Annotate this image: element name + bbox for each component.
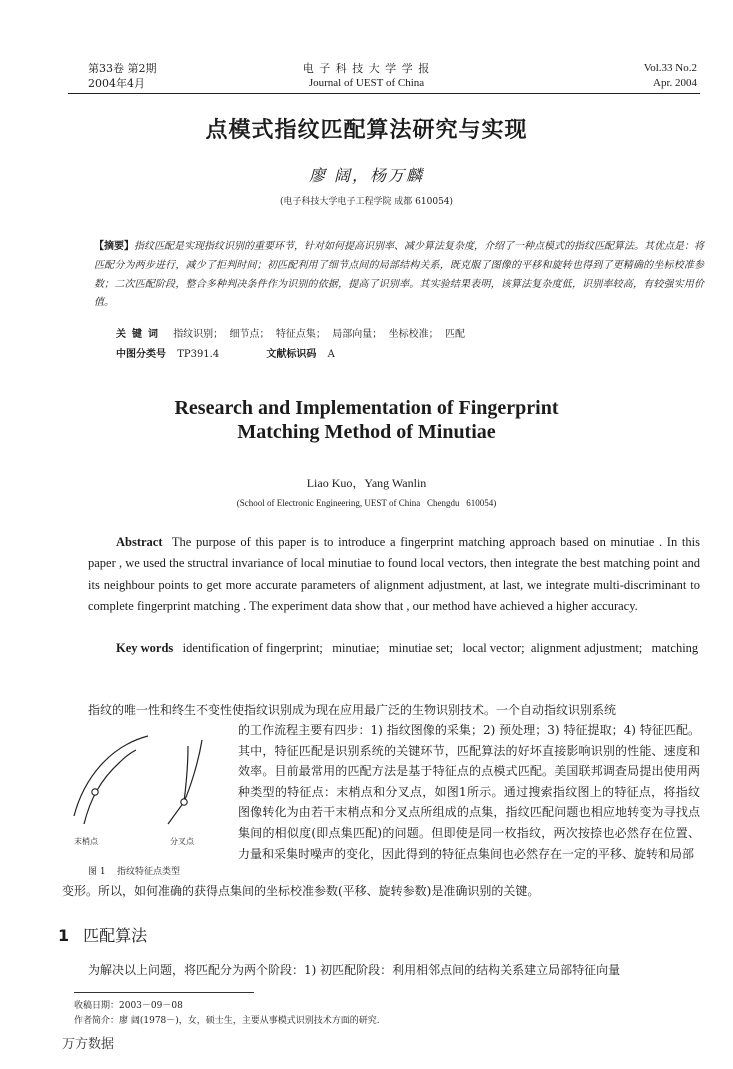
ridge-line-ending bbox=[84, 750, 136, 824]
footnote-rule bbox=[74, 992, 254, 993]
section-heading-1 bbox=[58, 923, 147, 946]
publication-date-en: Apr. 2004 bbox=[653, 77, 697, 89]
figure-label-ending: 末梢点 bbox=[74, 837, 98, 846]
paper-title-cn: 点模式指纹匹配算法研究与实现 bbox=[205, 118, 528, 143]
abstract-cn-label: 【摘要】 bbox=[94, 241, 134, 252]
footnote-author-bio: 作者简介：廖 阔(1978－)，女，硕士生，主要从事模式识别技术方面的研究. bbox=[74, 1016, 380, 1026]
affiliation-cn: (电子科技大学电子工程学院 成都 610054) bbox=[279, 197, 454, 207]
class-value: TP391.4 bbox=[177, 349, 220, 360]
database-watermark: 万方数据 bbox=[62, 1037, 115, 1052]
body-paragraph-intro: 指纹的唯一性和终生不变性使指纹识别成为现在应用最广泛的生物识别技术。一个自动指纹识别系统 bbox=[88, 703, 617, 717]
body-paragraph-conclusion: 变形。所以，如何准确的获得点集间的坐标校准参数(平移、旋转参数)是准确识别的关键。 bbox=[62, 884, 540, 898]
keywords-en bbox=[88, 638, 700, 659]
abstract-cn bbox=[94, 238, 704, 313]
minutiae-illustration bbox=[62, 728, 232, 868]
journal-name-cn: 电 子 科 技 大 学 学 报 bbox=[302, 62, 431, 75]
doc-code-value: A bbox=[327, 349, 335, 360]
section-title: 匹配算法 bbox=[83, 926, 148, 945]
ending-point-marker bbox=[92, 789, 98, 795]
abstract-en-label: Abstract bbox=[116, 535, 163, 549]
keywords-cn bbox=[116, 325, 465, 340]
doc-code-label: 文献标识码 bbox=[266, 349, 317, 360]
ridge-line-fork-main bbox=[168, 740, 202, 824]
authors-en: Liao Kuo，Yang Wanlin bbox=[306, 476, 427, 490]
keywords-en-text: identification of fingerprint; minutiae; minutiae set; local vector; alignment adjustment; matching bbox=[182, 641, 699, 655]
figure-caption: 图 1 指纹特征点类型 bbox=[88, 867, 181, 877]
volume-issue-text: 第33卷 第2期 bbox=[88, 62, 157, 75]
publication-date-cn: 2004年4月 bbox=[88, 77, 145, 90]
title-en-line2: Matching Method of Minutiae bbox=[237, 421, 496, 443]
journal-name bbox=[0, 61, 733, 91]
abstract-en-text: The purpose of this paper is to introduce a fingerprint matching approach based on minutiae . In this paper , we used the structral invariance of local minutiae to found local vectors, then integrate the best matching point and its neighbour points to get more accurate parameters of alignment adjustment, at last, we integrate multi-discriminant to complete fingerprint matching . The experiment data show that , our method have achieved a higher accuracy. bbox=[88, 535, 700, 614]
figure-label-bifurcation: 分叉点 bbox=[170, 837, 194, 846]
body-paragraph-method: 为解决以上问题，将匹配分为两个阶段：1) 初匹配阶段：利用相邻点间的结构关系建立局部特征向量 bbox=[88, 963, 621, 977]
journal-volume-en bbox=[644, 61, 697, 91]
ridge-line-outer bbox=[74, 736, 148, 816]
body-paragraph-workflow: 的工作流程主要有四步：1) 指纹图像的采集；2) 预处理；3) 特征提取；4) 特征匹配。其中，特征匹配是识别系统的关键环节，匹配算法的好坏直接影响识别的性能、速度和效率。目前最常用的匹配方法是基于特征点的点模式匹配。美国联邦调查局提出使用两种类型的特征点：末梢点和分叉点，如图1所示。通过搜索指纹图上的特征点，将指纹图像转化为由若干末梢点和分叉点所组成的点集，指纹匹配问题也相应地转变为寻找点集间的相似度(即点集匹配)的问题。但即使是同一枚指纹，两次按捺也必然存在位置、力量和采集时噪声的变化，因此得到的特征点集间也必然存在一定的平移、旋转和局部 bbox=[238, 723, 700, 861]
affiliation-en: (School of Electronic Engineering, UEST of China Chengdu 610054) bbox=[236, 498, 497, 508]
paper-title-en bbox=[0, 396, 733, 444]
bifurcation-point-marker bbox=[181, 799, 187, 805]
abstract-en bbox=[88, 532, 700, 618]
journal-name-en: Journal of UEST of China bbox=[308, 77, 425, 89]
title-en-line1: Research and Implementation of Fingerprint bbox=[174, 397, 559, 419]
class-label: 中图分类号 bbox=[116, 349, 166, 360]
authors-cn: 廖 阔，杨万麟 bbox=[308, 166, 425, 185]
section-number: 1 bbox=[58, 926, 70, 945]
volume-number-en: Vol.33 No.2 bbox=[643, 62, 697, 74]
header-rule bbox=[68, 93, 700, 94]
abstract-cn-text: 指纹匹配是实现指纹识别的重要环节，针对如何提高识别率、减少算法复杂度，介绍了一种点模式的指纹匹配算法。其优点是：将匹配分为两步进行，减少了拒判时间；初匹配利用了细节点间的局部结构关系，既克服了图像的平移和旋转也得到了更精确的坐标校准参数；二次匹配阶段，整合多种判决条件作为识别的依据，提高了识别率。其实验结果表明，该算法复杂度低，识别率较高，有较强实用价值。 bbox=[94, 241, 704, 309]
classification-cn bbox=[116, 345, 335, 360]
keywords-cn-text: 指纹识别； 细节点； 特征点集； 局部向量； 坐标校准； 匹配 bbox=[173, 329, 465, 340]
keywords-cn-label: 关键词 bbox=[116, 329, 164, 340]
footnote-received-date: 收稿日期：2003－09－08 bbox=[74, 1001, 183, 1011]
keywords-en-label: Key words bbox=[116, 641, 174, 655]
